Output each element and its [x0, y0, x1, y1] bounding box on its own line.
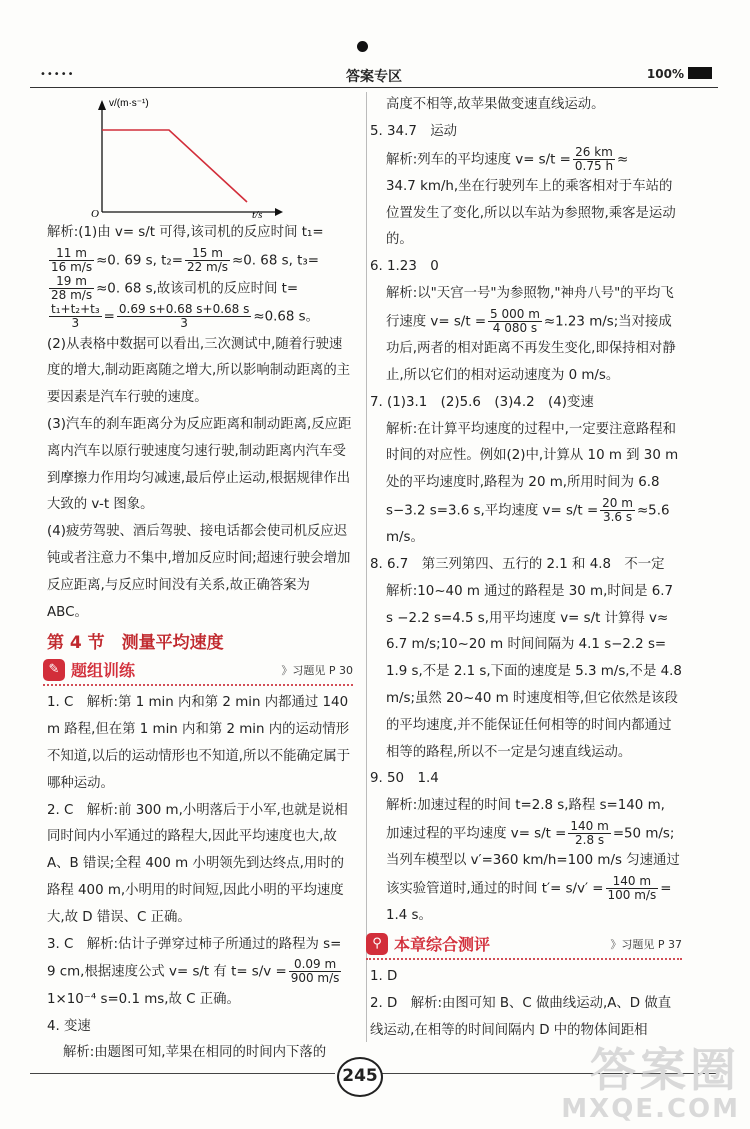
answer-7-analysis [370, 417, 682, 552]
analysis-text: = [660, 881, 672, 897]
pencil-icon: ✎ [43, 659, 65, 681]
watermark-logo: 答案圈 [590, 1043, 740, 1097]
paragraph-3: (3)汽车的刹车距离分为反应距离和制动距离,反应距离内汽车以原行驶速度匀速行驶,制动距离内汽车受到摩擦力作用均匀减速,最后停止运动,根据规律作出大致的 v-t 图象。 [47, 417, 352, 513]
analysis-text: = [103, 309, 115, 325]
fraction-q9b [606, 875, 659, 902]
fraction-q5 [573, 146, 615, 173]
right-column [370, 92, 682, 1045]
numerator: 20 m [602, 495, 633, 510]
analysis-text: ≈0. 68 s,故该司机的反应时间 t= [96, 281, 299, 297]
answer-6-analysis [370, 281, 682, 390]
answer-4: 4. 变速 [47, 1018, 91, 1034]
battery-indicator [647, 67, 712, 81]
analysis-line-3 [47, 275, 353, 303]
denominator: 900 m/s [290, 971, 340, 986]
analysis-text: ≈5.6 m/s。 [386, 503, 670, 546]
denominator: 28 m/s [51, 288, 93, 303]
answer-8: 8. 6.7 第三列第四、五行的 2.1 和 4.8 不一定 [370, 557, 665, 573]
denominator: 4 080 s [492, 320, 538, 335]
answer-5-analysis-cont: 34.7 km/h,坐在行驶列车上的乘客相对于车站的位置发生了变化,所以以车站为参照物,乘客是运动的。 [386, 178, 676, 248]
analysis-text: ≈0. 69 s, t₂= [96, 253, 183, 269]
y-axis-label: v/(m·s⁻¹) [109, 98, 149, 109]
answer-1: 1. C 解析:第 1 min 内和第 2 min 内都通过 140 m 路程,但在第 1 min 内和第 2 min 内的运动情形不知道,以后的运动情形也不知道,所以不能确定属于哪种运动。 [47, 695, 351, 791]
status-bar [30, 65, 718, 88]
column-divider [366, 92, 367, 1042]
numerator: 140 m [570, 819, 609, 834]
analysis-text: 9 cm,根据速度公式 v= s/t 有 t= s/v = [47, 964, 287, 980]
x-axis-label: t/s [252, 209, 263, 220]
numerator: 15 m [185, 247, 230, 261]
analysis-text: ≈ [617, 152, 629, 168]
answer-3c: 1×10⁻⁴ s=0.1 ms,故 C 正确。 [47, 991, 240, 1007]
numerator: 11 m [49, 247, 94, 261]
numerator: 0.69 s+0.68 s+0.68 s [118, 302, 250, 317]
answer-4-analysis: 解析:由题图可知,苹果在相同的时间内下落的 [63, 1045, 327, 1061]
fraction-t2 [185, 247, 230, 274]
denominator: 3 [180, 316, 188, 331]
page-header-title: 答案专区 [346, 69, 402, 85]
y-axis-arrow [98, 100, 106, 110]
x-axis-arrow [275, 208, 283, 216]
chapter-answer-1: 1. D [370, 969, 398, 985]
fraction-q3 [289, 958, 342, 985]
answer-4-continued: 高度不相等,故苹果做变速直线运动。 [386, 97, 605, 112]
signal-icon: ••••• [40, 69, 75, 80]
paragraph-4: (4)疲劳驾驶、酒后驾驶、接电话都会使司机反应迟钝或者注意力不集中,增加反应时间;超速行驶会增加反应距离,与反应时间没有关系,故正确答案为 ABC。 [47, 524, 351, 620]
watermark [561, 1045, 740, 1123]
answer-9-analysis-3 [370, 848, 682, 903]
numerator: 19 m [49, 275, 94, 289]
answer-9-analysis-4: 1.4 s。 [386, 908, 432, 924]
denominator: 100 m/s [607, 888, 657, 903]
analysis-text: 加速过程的平均速度 v= s/t = [386, 826, 567, 842]
answer-6: 6. 1.23 0 [370, 259, 439, 275]
answer-9-analysis-1: 解析:加速过程的时间 t=2.8 s,路程 s=140 m, [386, 798, 665, 814]
numerator: t₁+t₂+t₃ [51, 302, 100, 317]
magnifier-icon: ⚲ [366, 933, 388, 955]
fraction-t3 [49, 275, 94, 302]
answer-3a: 3. C 解析:估计子弹穿过柿子所通过的路程为 s= [47, 936, 342, 952]
answer-9: 9. 50 1.4 [370, 771, 439, 787]
answer-9-analysis-2 [370, 820, 682, 848]
analysis-text: =50 m/s; [612, 826, 675, 842]
chapter-answer-2: 2. D 解析:由图可知 B、C 做曲线运动,A、D 做直线运动,在相等的时间间隔内 D 中的物体间距相 [370, 996, 672, 1038]
fraction-t1 [49, 247, 94, 274]
watermark-url: MXQE.COM [561, 1094, 740, 1124]
fraction-q6 [488, 308, 542, 335]
numerator: 5 000 m [490, 306, 540, 321]
vt-graph-svg [47, 92, 347, 220]
analysis-text: ≈0.68 s。 [253, 309, 320, 325]
answer-5: 5. 34.7 运动 [370, 123, 458, 139]
origin-label: O [91, 208, 99, 220]
footer-rule-left [30, 1073, 335, 1074]
page-number: 245 [337, 1057, 383, 1097]
section-bar-chapter-test [366, 932, 682, 960]
section-bar-title: 题组训练 [71, 661, 136, 681]
analysis-text: ≈0. 68 s, t₃= [232, 253, 319, 269]
answer-5-analysis [370, 146, 682, 174]
left-column [47, 92, 353, 1067]
camera-dot [357, 41, 368, 52]
numerator: 0.09 m [289, 958, 342, 972]
denominator: 22 m/s [186, 259, 229, 274]
fraction-sum [49, 303, 102, 330]
analysis-text: ≈1.23 m/s;当对接成功后,两者的相对距离不再发生变化,即保持相对静止,所以它们的相对运动速度为 0 m/s。 [386, 314, 676, 383]
analysis-line-1: 解析:(1)由 v= s/t 可得,该司机的反应时间 t₁= [47, 225, 324, 240]
analysis-text: 解析:列车的平均速度 v= s/t = [386, 152, 571, 168]
denominator: 3 [71, 316, 80, 331]
analysis-text: 当列车模型以 v′=360 km/h=100 m/s 匀速通过该实验管道时,通过的时间 t′= s/v′ = [386, 853, 680, 897]
answer-3b [47, 958, 353, 986]
denominator: 3.6 s [602, 509, 633, 524]
section-bar-practice [43, 658, 353, 686]
analysis-text: 解析:以"天宫一号"为参照物,"神舟八号"的平均飞行速度 v= s/t = [386, 286, 674, 330]
analysis-text: 解析:在计算平均速度的过程中,一定要注意路程和时间的对应性。例如(2)中,计算从 10 m 到 30 m 处的平均速度时,路程为 20 m,所用时间为 6.8 s−3.2 s=3.6 s,平均速度 v= s/t = [386, 421, 679, 519]
paragraph-2: (2)从表格中数据可以看出,三次测试中,随着行驶速度的增大,制动距离随之增大,所以影响制动距离的主要因素是汽车行驶的速度。 [47, 336, 351, 406]
velocity-curve [102, 130, 247, 202]
answer-7: 7. (1)3.1 (2)5.6 (3)4.2 (4)变速 [370, 394, 594, 410]
denominator: 16 m/s [51, 259, 93, 274]
denominator: 0.75 h [574, 158, 614, 173]
analysis-line-4 [47, 303, 353, 331]
vt-graph [47, 92, 347, 220]
numerator: 26 km [573, 146, 615, 160]
numerator: 140 m [606, 875, 659, 889]
fraction-values [117, 303, 251, 330]
section-title: 第 4 节 测量平均速度 [47, 633, 224, 654]
analysis-line-2 [47, 247, 353, 275]
section-bar-title: 本章综合测评 [394, 935, 491, 955]
fraction-q9a [568, 820, 610, 847]
answer-8-analysis: 解析:10~40 m 通过的路程是 30 m,时间是 6.7 s −2.2 s=4.5 s,用平均速度 v= s/t 计算得 v≈ 6.7 m/s;10~20 m 时间间隔为 4.1 s−2.2 s= 1.9 s,不是 2.1 s,下面的速度是 5.3 m/s,不是 4.8 m/s;虽然 20~40 m 时速度相等,但它依然是该段的平均速度,并不能保证任何相等的时间内都通过相等的路程,所以不一定是匀速直线运动。 [386, 583, 682, 760]
battery-icon [688, 67, 712, 79]
exercise-reference: 》习题见 P 37 [610, 938, 682, 952]
exercise-reference: 》习题见 P 30 [281, 664, 353, 678]
fraction-q7 [600, 497, 635, 524]
denominator: 2.8 s [575, 833, 605, 848]
answer-2: 2. C 解析:前 300 m,小明落后于小军,也就是说相同时间内小军通过的路程大,因此平均速度也大,故 A、B 错误;全程 400 m 小明领先到达终点,用时的路程 400 m,小明用的时间短,因此小明的平均速度大,故 D 错误、C 正确。 [47, 802, 348, 925]
battery-text: 100% [646, 67, 684, 81]
